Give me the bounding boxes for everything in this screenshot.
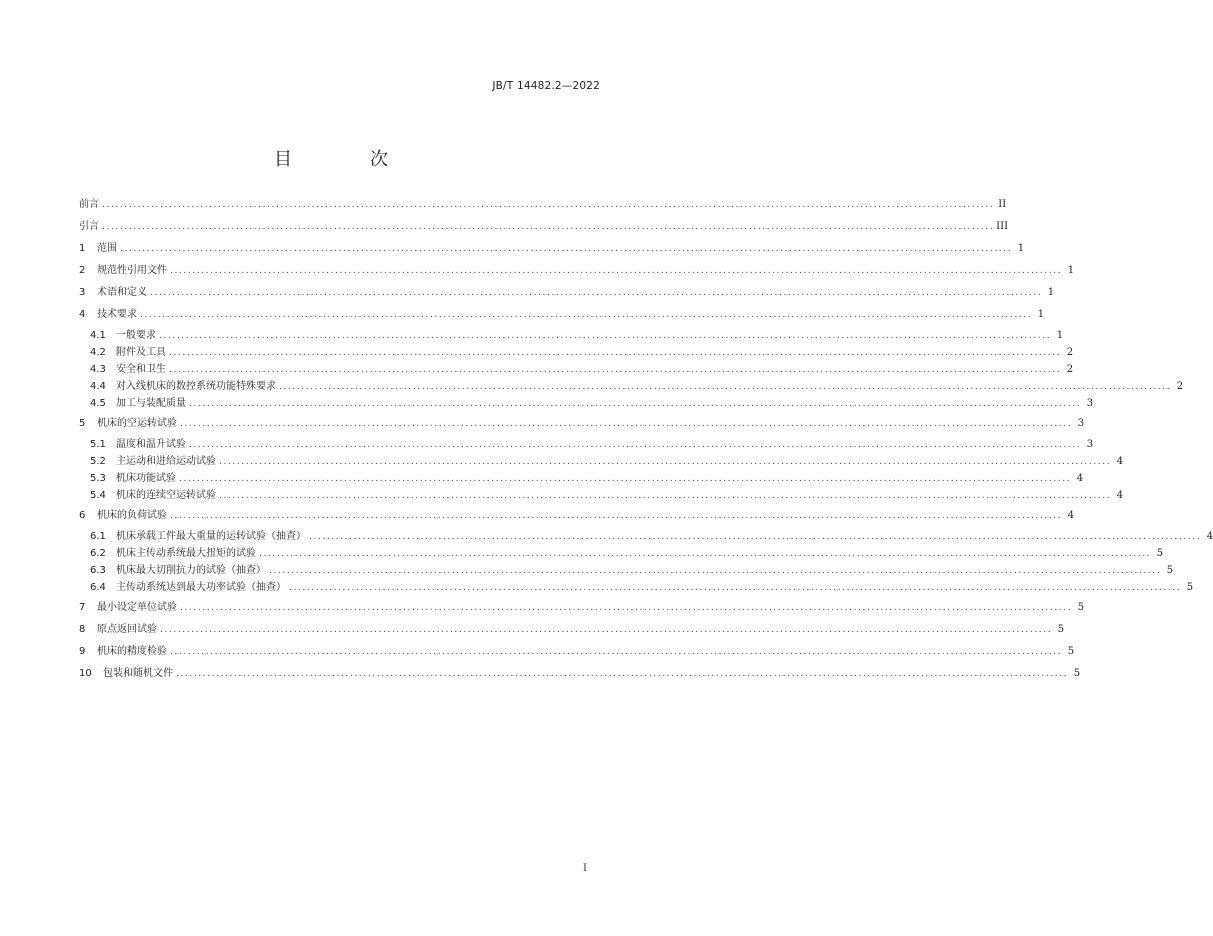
- toc-dot-leader: ........................................................................................................................................................................................................: [169, 348, 1062, 358]
- toc-entry-number: 10: [79, 668, 92, 679]
- toc-entry-label: 包装和随机文件: [103, 668, 173, 679]
- toc-entry-page: II: [998, 199, 1007, 210]
- toc-entry-label: 机床的连续空运转试验: [116, 490, 216, 501]
- toc-dot-leader: ........................................................................................................................................................................................................: [219, 491, 1112, 501]
- toc-entry[interactable]: [79, 221, 1009, 233]
- toc-entry-label: 机床的空运转试验: [97, 418, 177, 429]
- toc-entry-page: 1: [1067, 265, 1075, 276]
- toc-entry-label: 规范性引用文件: [97, 265, 167, 276]
- toc-entry-label: 原点返回试验: [97, 624, 157, 635]
- toc-entry[interactable]: [79, 531, 1213, 543]
- toc-dot-leader: ........................................................................................................................................................................................................: [140, 310, 1033, 320]
- toc-entry-label: 机床主传动系统最大扭矩的试验: [116, 548, 256, 559]
- toc-entry-number: 7: [79, 602, 86, 613]
- toc-entry-page: 5: [1156, 548, 1164, 559]
- toc-entry-page: 1: [1056, 330, 1064, 341]
- toc-entry-label: 主运动和进给运动试验: [116, 456, 216, 467]
- toc-entry-number: 6.2: [90, 548, 106, 559]
- toc-entry-page: 4: [1076, 473, 1084, 484]
- toc-entry-page: 3: [1086, 439, 1094, 450]
- toc-entry-page: 1: [1037, 309, 1045, 320]
- toc-dot-leader: ........................................................................................................................................................................................................: [179, 474, 1072, 484]
- toc-entry-number: 4: [79, 309, 86, 320]
- toc-entry[interactable]: [79, 418, 1085, 430]
- toc-entry[interactable]: [79, 565, 1174, 577]
- toc-entry-label: 术语和定义: [97, 287, 147, 298]
- toc-dot-leader: ........................................................................................................................................................................................................: [309, 532, 1202, 542]
- toc-entry-label: 引言: [79, 221, 99, 232]
- toc-entry-page: III: [996, 221, 1009, 232]
- toc-dot-leader: ........................................................................................................................................................................................................: [219, 457, 1112, 467]
- toc-entry-page: 3: [1086, 398, 1094, 409]
- toc-entry-page: 5: [1166, 565, 1174, 576]
- toc-entry-label: 温度和温升试验: [116, 439, 186, 450]
- toc-entry-label: 一般要求: [116, 330, 156, 341]
- toc-entry[interactable]: [79, 473, 1084, 485]
- toc-entry-label: 最小设定单位试验: [97, 602, 177, 613]
- toc-entry[interactable]: [79, 265, 1075, 277]
- toc-dot-leader: ........................................................................................................................................................................................................: [170, 266, 1063, 276]
- toc-entry-label: 机床的精度检验: [97, 646, 167, 657]
- toc-entry-page: 2: [1176, 381, 1184, 392]
- toc-entry[interactable]: [79, 439, 1094, 451]
- toc-entry-label: 前言: [79, 199, 99, 210]
- toc-entry-page: 5: [1077, 602, 1085, 613]
- toc-entry-label: 机床功能试验: [116, 473, 176, 484]
- toc-entry[interactable]: [79, 582, 1194, 594]
- toc-dot-leader: ........................................................................................................................................................................................................: [160, 625, 1053, 635]
- toc-entry[interactable]: [79, 330, 1064, 342]
- toc-entry-page: 4: [1067, 510, 1075, 521]
- toc-entry-number: 6.4: [90, 582, 106, 593]
- toc-entry-label: 附件及工具: [116, 347, 166, 358]
- toc-entry[interactable]: [79, 456, 1124, 468]
- table-of-contents: [79, 199, 1213, 680]
- toc-entry-number: 2: [79, 265, 86, 276]
- toc-entry-label: 技术要求: [97, 309, 137, 320]
- toc-entry-page: 1: [1017, 243, 1025, 254]
- toc-entry[interactable]: [79, 624, 1065, 636]
- toc-dot-leader: ........................................................................................................................................................................................................: [180, 603, 1073, 613]
- toc-entry-label: 对入线机床的数控系统功能特殊要求: [116, 381, 276, 392]
- toc-entry[interactable]: [79, 199, 1007, 211]
- toc-entry-number: 5.2: [90, 456, 106, 467]
- toc-entry-number: 5.1: [90, 439, 106, 450]
- toc-entry-number: 6.3: [90, 565, 106, 576]
- toc-entry-number: 4.1: [90, 330, 106, 341]
- toc-entry-page: 5: [1073, 668, 1081, 679]
- toc-dot-leader: ........................................................................................................................................................................................................: [170, 647, 1063, 657]
- toc-entry-number: 6.1: [90, 531, 106, 542]
- footer-page-number: I: [583, 863, 587, 874]
- toc-entry-label: 机床最大切削抗力的试验（抽查）: [116, 565, 266, 576]
- toc-dot-leader: ........................................................................................................................................................................................................: [180, 419, 1073, 429]
- toc-entry[interactable]: [79, 490, 1124, 502]
- toc-entry-page: 5: [1067, 646, 1075, 657]
- toc-entry-number: 4.2: [90, 347, 106, 358]
- toc-dot-leader: ........................................................................................................................................................................................................: [102, 222, 995, 232]
- page-title: 目 次: [274, 149, 418, 170]
- toc-entry-number: 4.5: [90, 398, 106, 409]
- toc-dot-leader: ........................................................................................................................................................................................................: [176, 669, 1069, 679]
- toc-entry-number: 6: [79, 510, 86, 521]
- toc-dot-leader: ........................................................................................................................................................................................................: [269, 566, 1162, 576]
- toc-entry-number: 5.3: [90, 473, 106, 484]
- toc-entry-label: 范围: [97, 243, 117, 254]
- toc-dot-leader: ........................................................................................................................................................................................................: [102, 200, 995, 210]
- toc-entry-label: 主传动系统达到最大功率试验（抽查）: [116, 582, 286, 593]
- toc-entry[interactable]: [79, 668, 1081, 680]
- toc-dot-leader: ........................................................................................................................................................................................................: [170, 511, 1063, 521]
- toc-entry[interactable]: [79, 364, 1074, 376]
- toc-dot-leader: ........................................................................................................................................................................................................: [150, 288, 1043, 298]
- toc-entry-page: 4: [1206, 531, 1213, 542]
- toc-entry-page: 4: [1116, 456, 1124, 467]
- toc-entry-page: 2: [1066, 364, 1074, 375]
- toc-entry[interactable]: [79, 548, 1164, 560]
- toc-dot-leader: ........................................................................................................................................................................................................: [279, 382, 1172, 392]
- toc-entry[interactable]: [79, 602, 1085, 614]
- toc-dot-leader: ........................................................................................................................................................................................................: [169, 365, 1062, 375]
- toc-entry[interactable]: [79, 398, 1094, 410]
- toc-entry[interactable]: [79, 309, 1045, 321]
- toc-entry-number: 5: [79, 418, 86, 429]
- toc-entry-page: 3: [1077, 418, 1085, 429]
- toc-entry-page: 2: [1066, 347, 1074, 358]
- toc-entry-label: 安全和卫生: [116, 364, 166, 375]
- toc-entry-number: 5.4: [90, 490, 106, 501]
- standard-code: JB/T 14482.2—2022: [492, 80, 600, 92]
- toc-entry-page: 5: [1186, 582, 1194, 593]
- toc-entry-number: 3: [79, 287, 86, 298]
- toc-entry[interactable]: [79, 646, 1075, 658]
- toc-dot-leader: ........................................................................................................................................................................................................: [189, 399, 1082, 409]
- toc-dot-leader: ........................................................................................................................................................................................................: [289, 583, 1182, 593]
- toc-entry[interactable]: [79, 243, 1025, 255]
- toc-entry-label: 机床承载工件最大重量的运转试验（抽查）: [116, 531, 306, 542]
- toc-dot-leader: ........................................................................................................................................................................................................: [189, 440, 1082, 450]
- toc-entry-page: 1: [1047, 287, 1055, 298]
- toc-entry-number: 4.4: [90, 381, 106, 392]
- toc-entry-label: 机床的负荷试验: [97, 510, 167, 521]
- toc-entry-number: 1: [79, 243, 86, 254]
- toc-entry-number: 8: [79, 624, 86, 635]
- toc-entry-number: 9: [79, 646, 86, 657]
- toc-entry-label: 加工与装配质量: [116, 398, 186, 409]
- toc-entry[interactable]: [79, 287, 1055, 299]
- toc-dot-leader: ........................................................................................................................................................................................................: [120, 244, 1013, 254]
- toc-dot-leader: ........................................................................................................................................................................................................: [259, 549, 1152, 559]
- toc-dot-leader: ........................................................................................................................................................................................................: [159, 331, 1052, 341]
- toc-entry[interactable]: [79, 510, 1075, 522]
- toc-entry[interactable]: [79, 381, 1184, 393]
- toc-entry[interactable]: [79, 347, 1074, 359]
- toc-entry-page: 4: [1116, 490, 1124, 501]
- toc-entry-page: 5: [1057, 624, 1065, 635]
- toc-entry-number: 4.3: [90, 364, 106, 375]
